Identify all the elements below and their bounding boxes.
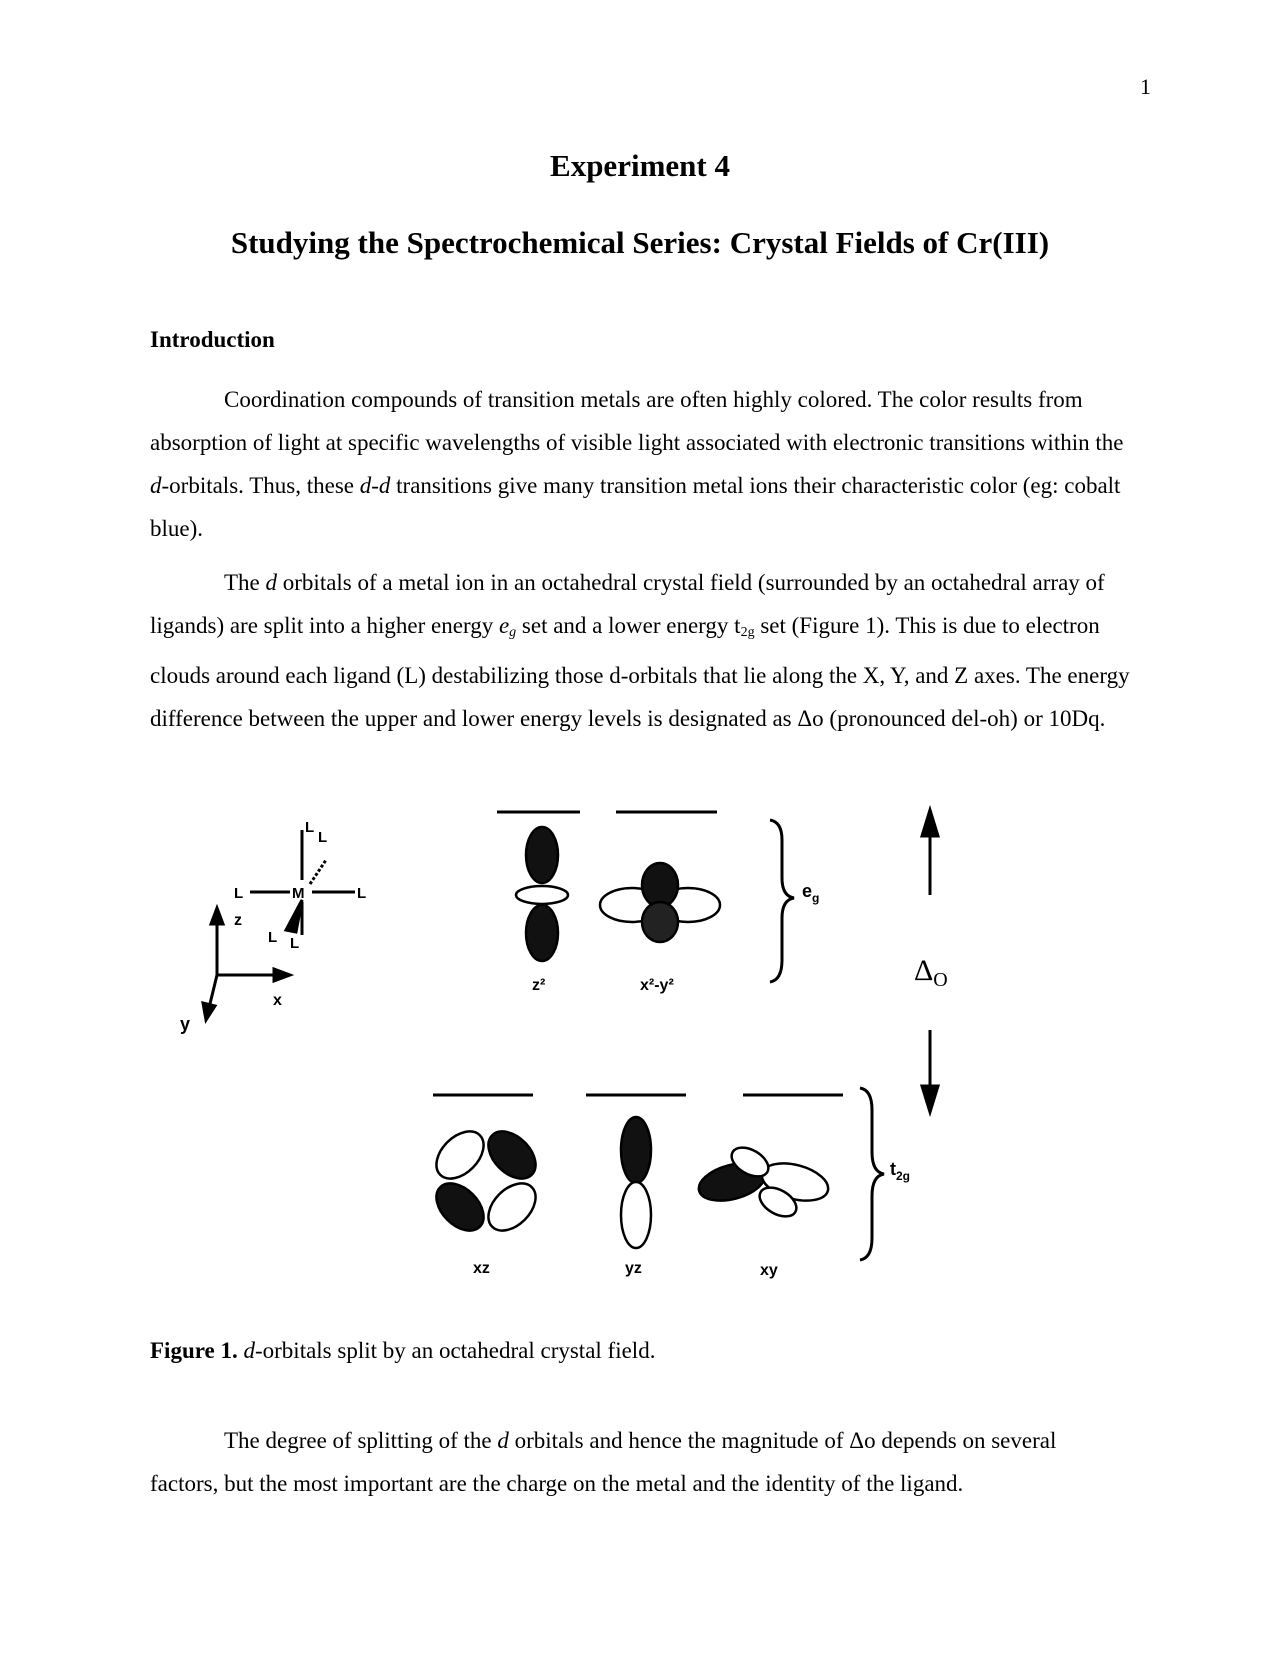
eg-label: $e_g$ <box>802 881 820 905</box>
orbital-label-x2-y2: x²-y² <box>640 977 674 994</box>
page-subtitle: Studying the Spectrochemical Series: Crystal Fields of Cr(III) <box>230 225 1050 260</box>
ligand-label-right: L <box>357 885 367 902</box>
axis-y-label: y <box>180 1014 191 1034</box>
ligand-label-bottom-front: L <box>268 929 278 946</box>
orbital-yz <box>621 1117 651 1248</box>
ligand-label-left: L <box>234 885 244 902</box>
orbital-label-z2: z² <box>532 977 546 994</box>
orbital-z2 <box>516 827 568 961</box>
orbital-xy <box>695 1142 832 1223</box>
axis-x-label: x <box>273 992 282 1009</box>
orbital-label-xy: xy <box>760 1262 778 1279</box>
ligand-label-bottom: L <box>290 935 300 952</box>
orbital-label-xz: xz <box>473 1260 490 1277</box>
eg-brace <box>770 820 794 982</box>
octahedral-complex-sketch <box>250 830 355 935</box>
figure-caption: Figure 1. d-orbitals split by an octahedral crystal field. <box>150 1338 656 1363</box>
section-heading: Introduction <box>150 327 275 352</box>
metal-label: M <box>292 885 305 902</box>
ligand-label-top: L <box>305 819 315 836</box>
ligand-label-top-back: L <box>318 829 328 846</box>
orbital-splitting-figure <box>150 800 1150 1320</box>
orbital-label-yz: yz <box>625 1260 642 1277</box>
axis-z-label: z <box>234 912 242 929</box>
paragraph-factors: The degree of splitting of the d orbitals and hence the magnitude of Δo depends on several factors, but the most important are the charge on the metal and the identity of the ligand. <box>150 1428 1057 1496</box>
paragraph-splitting: The d orbitals of a metal ion in an octahedral crystal field (surrounded by an octahedral array of ligands) are split into a higher energy $e_g$ set and a lower energy $t_{2g}$ set (Figure 1). This is due to electron clouds around each ligand (L) destabilizing those d-orbitals that lie along the X, Y, and Z axes. The energy difference between the upper and lower energy levels is designated as Δo (pronounced del-oh) or 10Dq. <box>150 570 1130 731</box>
page-title: Experiment 4 <box>550 148 730 183</box>
t2g-brace <box>860 1088 884 1260</box>
paragraph-intro: Coordination compounds of transition metals are often highly colored. The color results from absorption of light at specific wavelengths of visible light associated with electronic transitions within the d-orbitals. Thus, these d-d transitions give many transition metal ions their characteristic color (eg: cobalt blue). <box>150 387 1124 541</box>
delta-o-label: $\Delta_O$ <box>914 954 948 991</box>
orbital-x2-y2 <box>600 863 720 942</box>
orbital-xz <box>427 1122 544 1239</box>
page-number: 1 <box>1140 74 1151 99</box>
t2g-label: $t_{2g}$ <box>890 1159 911 1183</box>
